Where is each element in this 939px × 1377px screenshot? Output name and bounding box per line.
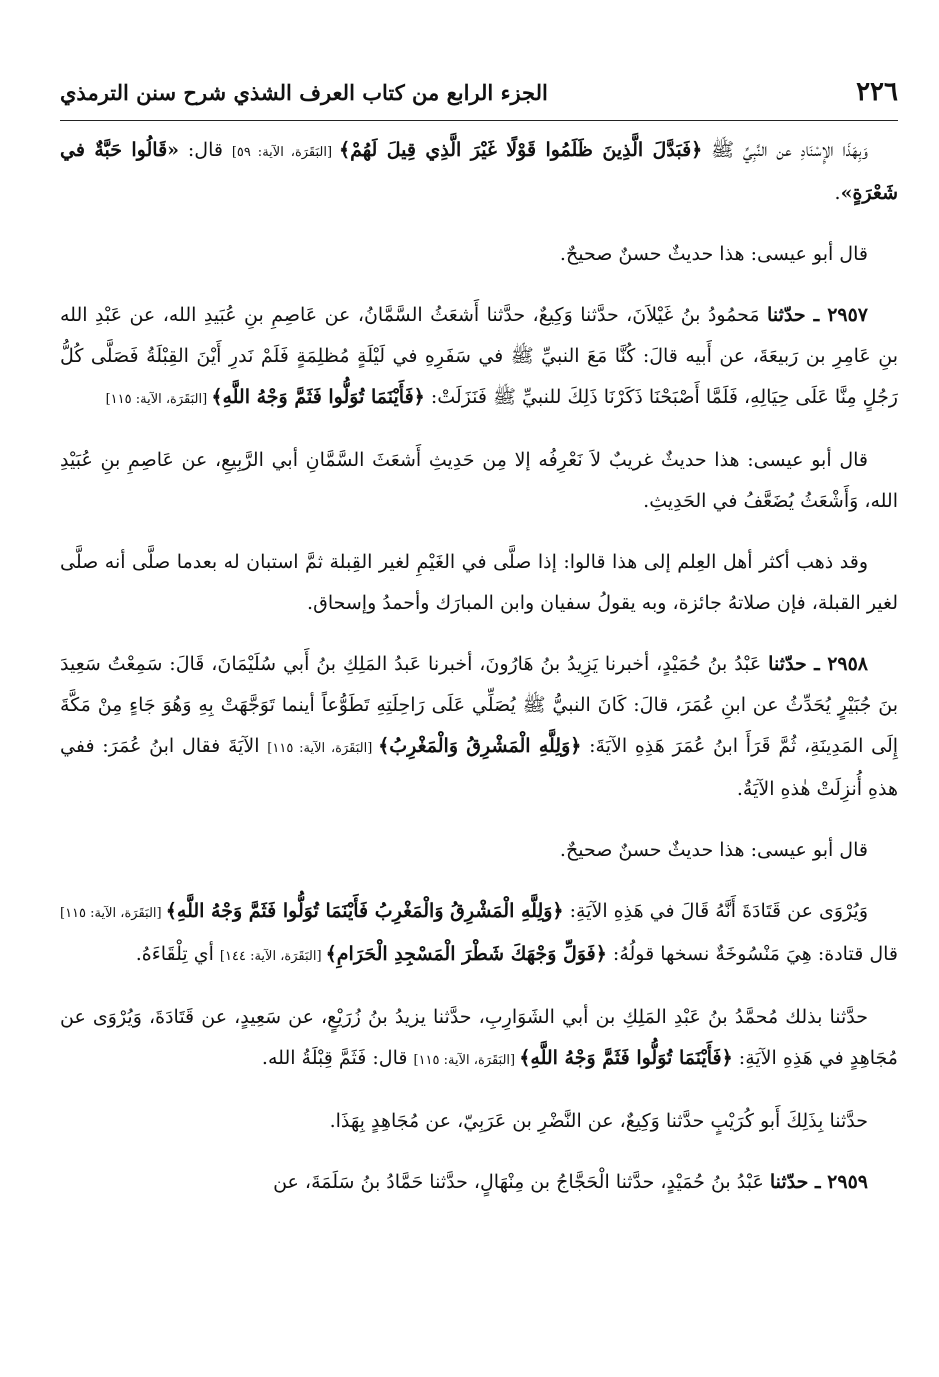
hadith-number: ٢٩٥٧ ـ حدّثنا bbox=[767, 304, 869, 326]
quran-quote: ﴿فَوَلِّ وَجْهَكَ شَطْرَ الْمَسْجِدِ الْحَرَامِ﴾ bbox=[325, 943, 607, 965]
text-segment: قال: bbox=[179, 139, 232, 161]
quran-quote: ﴿فَأَيْنَمَا تُوَلُّوا فَثَمَّ وَجْهُ اللَّهِ﴾ bbox=[211, 386, 425, 408]
paragraph bbox=[60, 644, 898, 810]
page-header bbox=[60, 64, 898, 121]
text-segment: الآيَةَ فقال ابنُ عُمَرَ: ففي هذهِ أُنزِلَتْ هٰذهِ الآيَةُ. bbox=[60, 735, 898, 800]
hadith-number: ٢٩٥٩ ـ حدّثنا bbox=[769, 1171, 868, 1193]
verse-reference: [البَقَرَة، الآية: ١١٥] bbox=[60, 906, 166, 921]
text-segment: قال أبو عيسى: هذا حديثٌ حسنٌ صحيحٌ. bbox=[559, 243, 868, 265]
quran-quote: «قَالُوا حَبَّةٌ في شَعْرَةٍ» bbox=[60, 139, 898, 204]
verse-reference: [البَقَرَة، الآية: ٥٩] bbox=[231, 145, 340, 160]
text-segment: عَبْدُ بنُ حُمَيْدٍ، حدَّثنا الْحَجَّاجُ بن مِنْهَالٍ، حدَّثنا حَمَّادُ بنُ سَلَمَةَ، عن bbox=[273, 1171, 770, 1193]
quran-quote: ﴿وَلِلَّهِ الْمَشْرِقُ وَالْمَغْرِبُ﴾ bbox=[378, 735, 582, 757]
quran-quote: ﴿فَأَيْنَمَا تُوَلُّوا فَثَمَّ وَجْهُ اللَّهِ﴾ bbox=[519, 1047, 733, 1069]
text-segment: قال قتادة: هِيَ مَنْسُوخَةٌ نسخها قولُهُ: bbox=[606, 943, 898, 965]
page-body bbox=[60, 130, 898, 1223]
verse-reference: [البَقَرَة، الآية: ١١٥] bbox=[267, 741, 379, 756]
text-segment: أي تِلْقَاءَهُ. bbox=[135, 943, 220, 965]
paragraph bbox=[60, 997, 898, 1081]
page-number: ٢٢٦ bbox=[856, 77, 898, 107]
running-title: الجزء الرابع من كتاب العرف الشذي شرح سنن الترمذي bbox=[60, 79, 548, 105]
paragraph bbox=[60, 830, 898, 871]
quran-quote: ﴿فَبَدَّلَ الَّذِينَ ظَلَمُوا قَوْلًا غَيْرَ الَّذِي قِيلَ لَهُمْ﴾ bbox=[339, 139, 703, 161]
text-segment: قال: فَثَمَّ قِبْلَةُ الله. bbox=[261, 1047, 414, 1069]
text-segment: وقد ذهب أكثر أهل العِلم إلى هذا قالوا: إذا صلَّى في الغَيْمِ لغير القِبلة ثمَّ استبان له بعدما صلَّى أنه صلَّى لغير القبلة، فإن صلاتهُ جائزة، وبه يقولُ سفيان وابن المبارَك وأحمدُ وإسحاق. bbox=[60, 551, 898, 614]
paragraph bbox=[60, 234, 898, 275]
paragraph bbox=[60, 1162, 898, 1203]
quran-quote: ﴿وَلِلَّهِ الْمَشْرِقُ وَالْمَغْرِبُ فَأَيْنَمَا تُوَلُّوا فَثَمَّ وَجْهُ اللَّهِ﴾ bbox=[165, 900, 564, 922]
text-segment: مَحمُودُ بنُ غَيْلاَنَ، حدَّثنا وَكِيعٌ، حدَّثنا أَشعَثُ السَّمَّانُ، عن عَاصِمِ بنِ عُبَيدِ الله، عن عَبْدِ الله بنِ عَامِرِ بن رَبيعَةَ، عن أَبيه قالَ: كُنَّا مَعَ النبيِّ ﷺ في سَفَرِهِ في لَيْلَةٍ مُظلِمَةٍ فَلَمْ نَدرِ أَيْنَ القِبْلَةُ فَصَلَّى كُلُّ رَجُلٍ مِنَّا عَلَى حِيَالِهِ، فَلَمَّا أَصْبَحْنَا ذَكَرْنَا ذَلِكَ للنبيِّ ﷺ فَنَزَلَتْ: bbox=[60, 304, 898, 408]
paragraph bbox=[60, 542, 898, 624]
text-segment: وَيُرْوَى عن قَتَادَةَ أَنَّهُ قَالَ في هَذِهِ الآيَةِ: bbox=[563, 900, 869, 922]
paragraph bbox=[60, 295, 898, 420]
paragraph bbox=[60, 130, 898, 214]
verse-reference: [البَقَرَة، الآية: ١٤٤] bbox=[219, 949, 326, 964]
text-segment: قال أبو عيسى: هذا حديثٌ حسنٌ صحيحٌ. bbox=[559, 839, 868, 861]
text-segment: عَبْدُ بنُ حُمَيْدٍ، أخبرنا يَزِيدُ بنُ هَارُونَ، أخبرنا عَبدُ المَلِكِ بنُ أَبي سُلَيْمَانَ، قَالَ: سَمِعْتُ سَعِيدَ بنَ جُبَيْرٍ يُحَدِّثُ عن ابنِ عُمَرَ، قالَ: كَانَ النبيُّ ﷺ يُصَلِّي عَلَى رَاحِلَتِهِ تَطَوُّعاً أينما تَوَجَّهَتْ بِهِ وَهُوَ جَاءٍ مِنْ مَكَّةَ إِلَى المَدِينَةِ، ثُمَّ قَرَأَ ابنُ عُمَرَ هَذِهِ الآيَةَ: bbox=[60, 653, 899, 757]
text-segment: قال أبو عيسى: هذا حديثٌ غريبٌ لاَ نَعْرِفُه إلا مِن حَدِيثِ أَشعَثَ السَّمَّانِ أبي الرَّبِيعِ، عن عَاصِمِ بنِ عُبَيْدِ الله، وَأَشْعَثُ يُضَعَّفُ في الحَدِيثِ. bbox=[60, 449, 898, 512]
paragraph bbox=[60, 891, 898, 977]
verse-reference: [البَقَرَة، الآية: ١١٥] bbox=[413, 1053, 520, 1068]
hadith-number: ٢٩٥٨ ـ حدّثنا bbox=[768, 653, 869, 675]
text-segment: . bbox=[834, 182, 841, 204]
text-segment: حدَّثنا بِذَلِكَ أَبو كُرَيْبٍ حدَّثنا وَكِيعٌ، عن النَّضْرِ بن عَرَبِيّ، عن مُجَاهِدٍ بِهَذَا. bbox=[329, 1110, 868, 1132]
text-segment: وَبِهَذَا الإِسْنَادِ عن النَّبِيِّ ﷺ bbox=[702, 139, 868, 161]
paragraph bbox=[60, 1101, 898, 1142]
text-segment: حدَّثنا بذلك مُحمَّدُ بنُ عَبْدِ المَلِكِ بن أبي الشَوَارِبِ، حدَّثنا يزيدُ بنُ زُرَيْعٍ، عن سَعِيدٍ، عن قَتَادَةَ، وَيُرْوَى عن مُجَاهِدٍ في هَذِهِ الآيَةِ: bbox=[60, 1006, 898, 1069]
verse-reference: [البَقَرَة، الآية: ١١٥] bbox=[105, 392, 212, 407]
paragraph bbox=[60, 440, 898, 522]
